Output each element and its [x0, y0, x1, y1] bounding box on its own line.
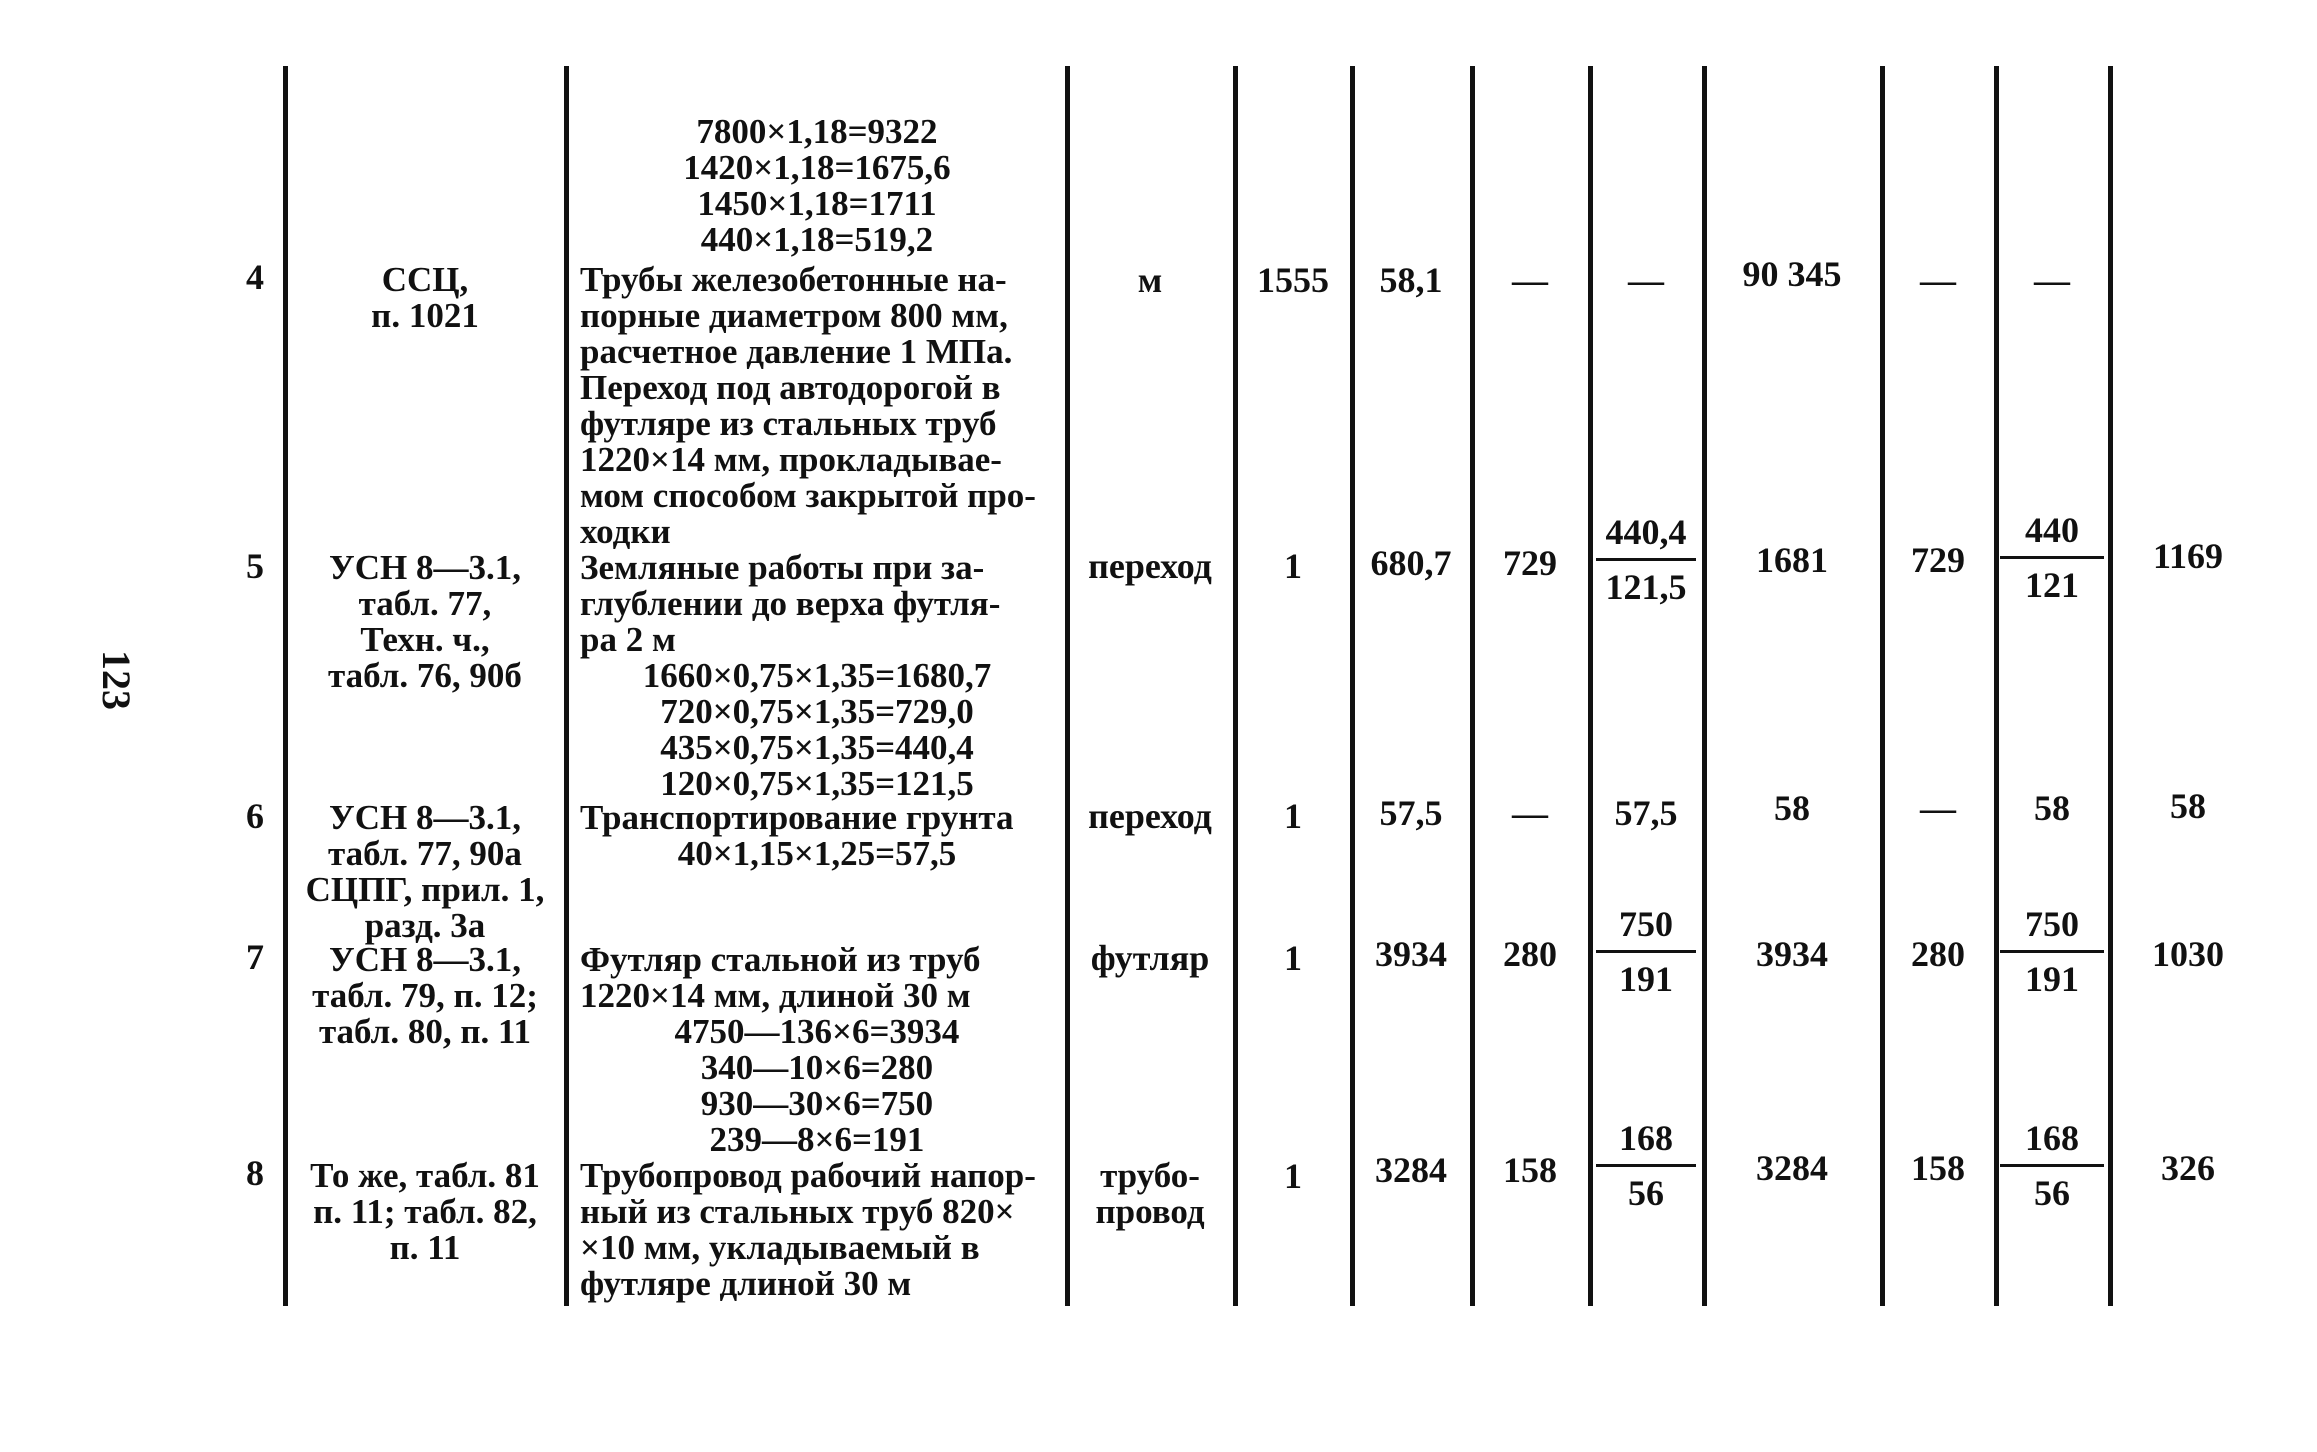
- calc-line: 1420×1,18=1675,6: [683, 148, 951, 187]
- source-line: табл. 77,: [358, 584, 492, 623]
- fraction-cell: [2000, 510, 2104, 605]
- value-cell: 1030: [2152, 934, 2224, 974]
- fraction-numerator: 750: [2025, 904, 2079, 944]
- desc-line: ный из стальных труб 820×: [580, 1192, 1015, 1231]
- value-cell: 3284: [1375, 1150, 1447, 1190]
- desc-line: ходки: [580, 512, 671, 551]
- value-cell: —: [1628, 260, 1664, 300]
- unit-line: провод: [1095, 1192, 1205, 1231]
- calc-line: 239—8×6=191: [709, 1120, 925, 1159]
- column-rule: [1880, 66, 1885, 1306]
- fraction-cell: [1596, 904, 1696, 999]
- unit-cell: футляр: [1090, 938, 1210, 978]
- desc-line: расчетное давление 1 МПа.: [580, 332, 1013, 371]
- page-number: 123: [94, 650, 139, 710]
- calc-line: 440×1,18=519,2: [700, 220, 934, 259]
- value-cell: 57,5: [1379, 793, 1443, 833]
- value-cell: 729: [1911, 540, 1965, 580]
- desc-line: 1220×14 мм, прокладывае-: [580, 440, 1002, 479]
- value-cell: 3934: [1756, 934, 1828, 974]
- column-rule: [1702, 66, 1707, 1306]
- fraction-cell: [2000, 904, 2104, 999]
- fraction-cell: [1596, 512, 1696, 607]
- calc-line: 1660×0,75×1,35=1680,7: [642, 656, 992, 695]
- row-calc-top: [572, 114, 1062, 258]
- source-line: табл. 79, п. 12;: [312, 976, 538, 1015]
- row-calc: [572, 1014, 1062, 1158]
- source-line: табл. 76, 90б: [328, 656, 522, 695]
- column-rule: [1065, 66, 1070, 1306]
- desc-line: мом способом закрытой про-: [580, 476, 1036, 515]
- value-cell: 280: [1911, 934, 1965, 974]
- source-line: УСН 8—3.1,: [329, 548, 521, 587]
- column-rule: [1588, 66, 1593, 1306]
- row-number: 7: [246, 937, 264, 977]
- fraction-bar: [2000, 1164, 2104, 1167]
- value-cell: —: [1512, 793, 1548, 833]
- fraction-numerator: 440,4: [1605, 512, 1687, 552]
- row-source: [290, 550, 560, 694]
- value-cell: 158: [1503, 1150, 1557, 1190]
- desc-line: 1220×14 мм, длиной 30 м: [580, 976, 971, 1015]
- value-cell: 58: [2034, 788, 2070, 828]
- fraction-denominator: 191: [2025, 959, 2079, 999]
- value-cell: 680,7: [1370, 543, 1452, 583]
- desc-line: ×10 мм, укладываемый в: [580, 1228, 980, 1267]
- fraction-denominator: 121,5: [1605, 567, 1687, 607]
- desc-line: глублении до верха футля-: [580, 584, 1001, 623]
- value-cell: 58: [2170, 786, 2206, 826]
- desc-line: порные диаметром 800 мм,: [580, 296, 1008, 335]
- row-number: 4: [246, 257, 264, 297]
- source-line: УСН 8—3.1,: [329, 940, 521, 979]
- desc-line: Транспортирование грунта: [580, 798, 1014, 837]
- unit-cell: м: [1137, 260, 1163, 300]
- value-cell: 158: [1911, 1148, 1965, 1188]
- qty-cell: 1: [1284, 796, 1302, 836]
- fraction-bar: [1596, 950, 1696, 953]
- unit-cell: переход: [1088, 546, 1212, 586]
- fraction-cell: [2000, 1118, 2104, 1213]
- calc-line: 7800×1,18=9322: [696, 112, 938, 151]
- row-number: 6: [246, 796, 264, 836]
- row-description: [580, 262, 1058, 550]
- value-cell: 58,1: [1379, 260, 1443, 300]
- desc-line: Трубы железобетонные на-: [580, 260, 1007, 299]
- value-cell: 1681: [1756, 540, 1828, 580]
- calc-line: 1450×1,18=1711: [697, 184, 937, 223]
- desc-line: Трубопровод рабочий напор-: [580, 1156, 1036, 1195]
- row-source: [290, 800, 560, 944]
- value-cell: 326: [2161, 1148, 2215, 1188]
- row-number: 8: [246, 1153, 264, 1193]
- unit-cell: переход: [1088, 796, 1212, 836]
- fraction-bar: [1596, 558, 1696, 561]
- source-line: табл. 77, 90а: [328, 834, 522, 873]
- row-calc: [572, 658, 1062, 802]
- value-cell: 58: [1774, 788, 1810, 828]
- calc-line: 930—30×6=750: [700, 1084, 934, 1123]
- column-rule: [1994, 66, 1999, 1306]
- source-line: п. 1021: [371, 296, 479, 335]
- desc-line: Футляр стальной из труб: [580, 940, 981, 979]
- fraction-bar: [2000, 556, 2104, 559]
- calc-line: 340—10×6=280: [700, 1048, 934, 1087]
- desc-line: футляре из стальных труб: [580, 404, 997, 443]
- value-cell: —: [1920, 260, 1956, 300]
- source-line: разд. 3а: [364, 906, 486, 945]
- column-rule: [564, 66, 569, 1306]
- fraction-denominator: 56: [2034, 1173, 2070, 1213]
- value-cell: 3934: [1375, 934, 1447, 974]
- qty-cell: 1: [1284, 546, 1302, 586]
- column-rule: [2108, 66, 2113, 1306]
- calc-line: 435×0,75×1,35=440,4: [660, 728, 974, 767]
- value-cell: —: [2034, 260, 2070, 300]
- row-description: [580, 550, 1058, 658]
- calc-line: 4750—136×6=3934: [674, 1012, 960, 1051]
- desc-line: Земляные работы при за-: [580, 548, 985, 587]
- row-description: [580, 942, 1058, 1014]
- qty-cell: 1: [1284, 1156, 1302, 1196]
- value-cell: 729: [1503, 543, 1557, 583]
- fraction-bar: [2000, 950, 2104, 953]
- value-cell: 3284: [1756, 1148, 1828, 1188]
- value-cell: 57,5: [1614, 793, 1678, 833]
- calc-line: 720×0,75×1,35=729,0: [660, 692, 974, 731]
- fraction-denominator: 191: [1619, 959, 1673, 999]
- fraction-numerator: 168: [1619, 1118, 1673, 1158]
- value-cell: —: [1920, 788, 1956, 828]
- row-description: [580, 1158, 1058, 1302]
- column-rule: [283, 66, 288, 1306]
- fraction-numerator: 750: [1619, 904, 1673, 944]
- fraction-numerator: 168: [2025, 1118, 2079, 1158]
- source-line: УСН 8—3.1,: [329, 798, 521, 837]
- column-rule: [1233, 66, 1238, 1306]
- row-source: [290, 1158, 560, 1266]
- calc-line: 40×1,15×1,25=57,5: [677, 834, 957, 873]
- value-cell: 1169: [2152, 536, 2223, 576]
- unit-line: трубо-: [1100, 1156, 1200, 1195]
- row-calc: [572, 836, 1062, 872]
- row-source: [290, 942, 560, 1050]
- fraction-bar: [1596, 1164, 1696, 1167]
- source-line: ССЦ,: [381, 260, 469, 299]
- source-line: п. 11: [389, 1228, 461, 1267]
- value-cell: —: [1512, 260, 1548, 300]
- fraction-numerator: 440: [2025, 510, 2079, 550]
- column-rule: [1350, 66, 1355, 1306]
- value-cell: 280: [1503, 934, 1557, 974]
- qty-cell: 1: [1284, 938, 1302, 978]
- column-rule: [1470, 66, 1475, 1306]
- row-source: [290, 262, 560, 334]
- desc-line: ра 2 м: [580, 620, 676, 659]
- value-cell: 90 345: [1742, 254, 1842, 294]
- source-line: п. 11; табл. 82,: [313, 1192, 537, 1231]
- fraction-denominator: 56: [1628, 1173, 1664, 1213]
- row-number: 5: [246, 546, 264, 586]
- desc-line: Переход под автодорогой в: [580, 368, 1001, 407]
- source-line: То же, табл. 81: [310, 1156, 540, 1195]
- desc-line: футляре длиной 30 м: [580, 1264, 912, 1303]
- row-description: [580, 800, 1058, 836]
- source-line: Техн. ч.,: [360, 620, 490, 659]
- fraction-denominator: 121: [2025, 565, 2079, 605]
- source-line: СЦПГ, прил. 1,: [305, 870, 545, 909]
- unit-cell: [1070, 1158, 1230, 1230]
- calc-line: 120×0,75×1,35=121,5: [660, 764, 974, 803]
- fraction-cell: [1596, 1118, 1696, 1213]
- qty-cell: 1555: [1257, 260, 1329, 300]
- source-line: табл. 80, п. 11: [318, 1012, 532, 1051]
